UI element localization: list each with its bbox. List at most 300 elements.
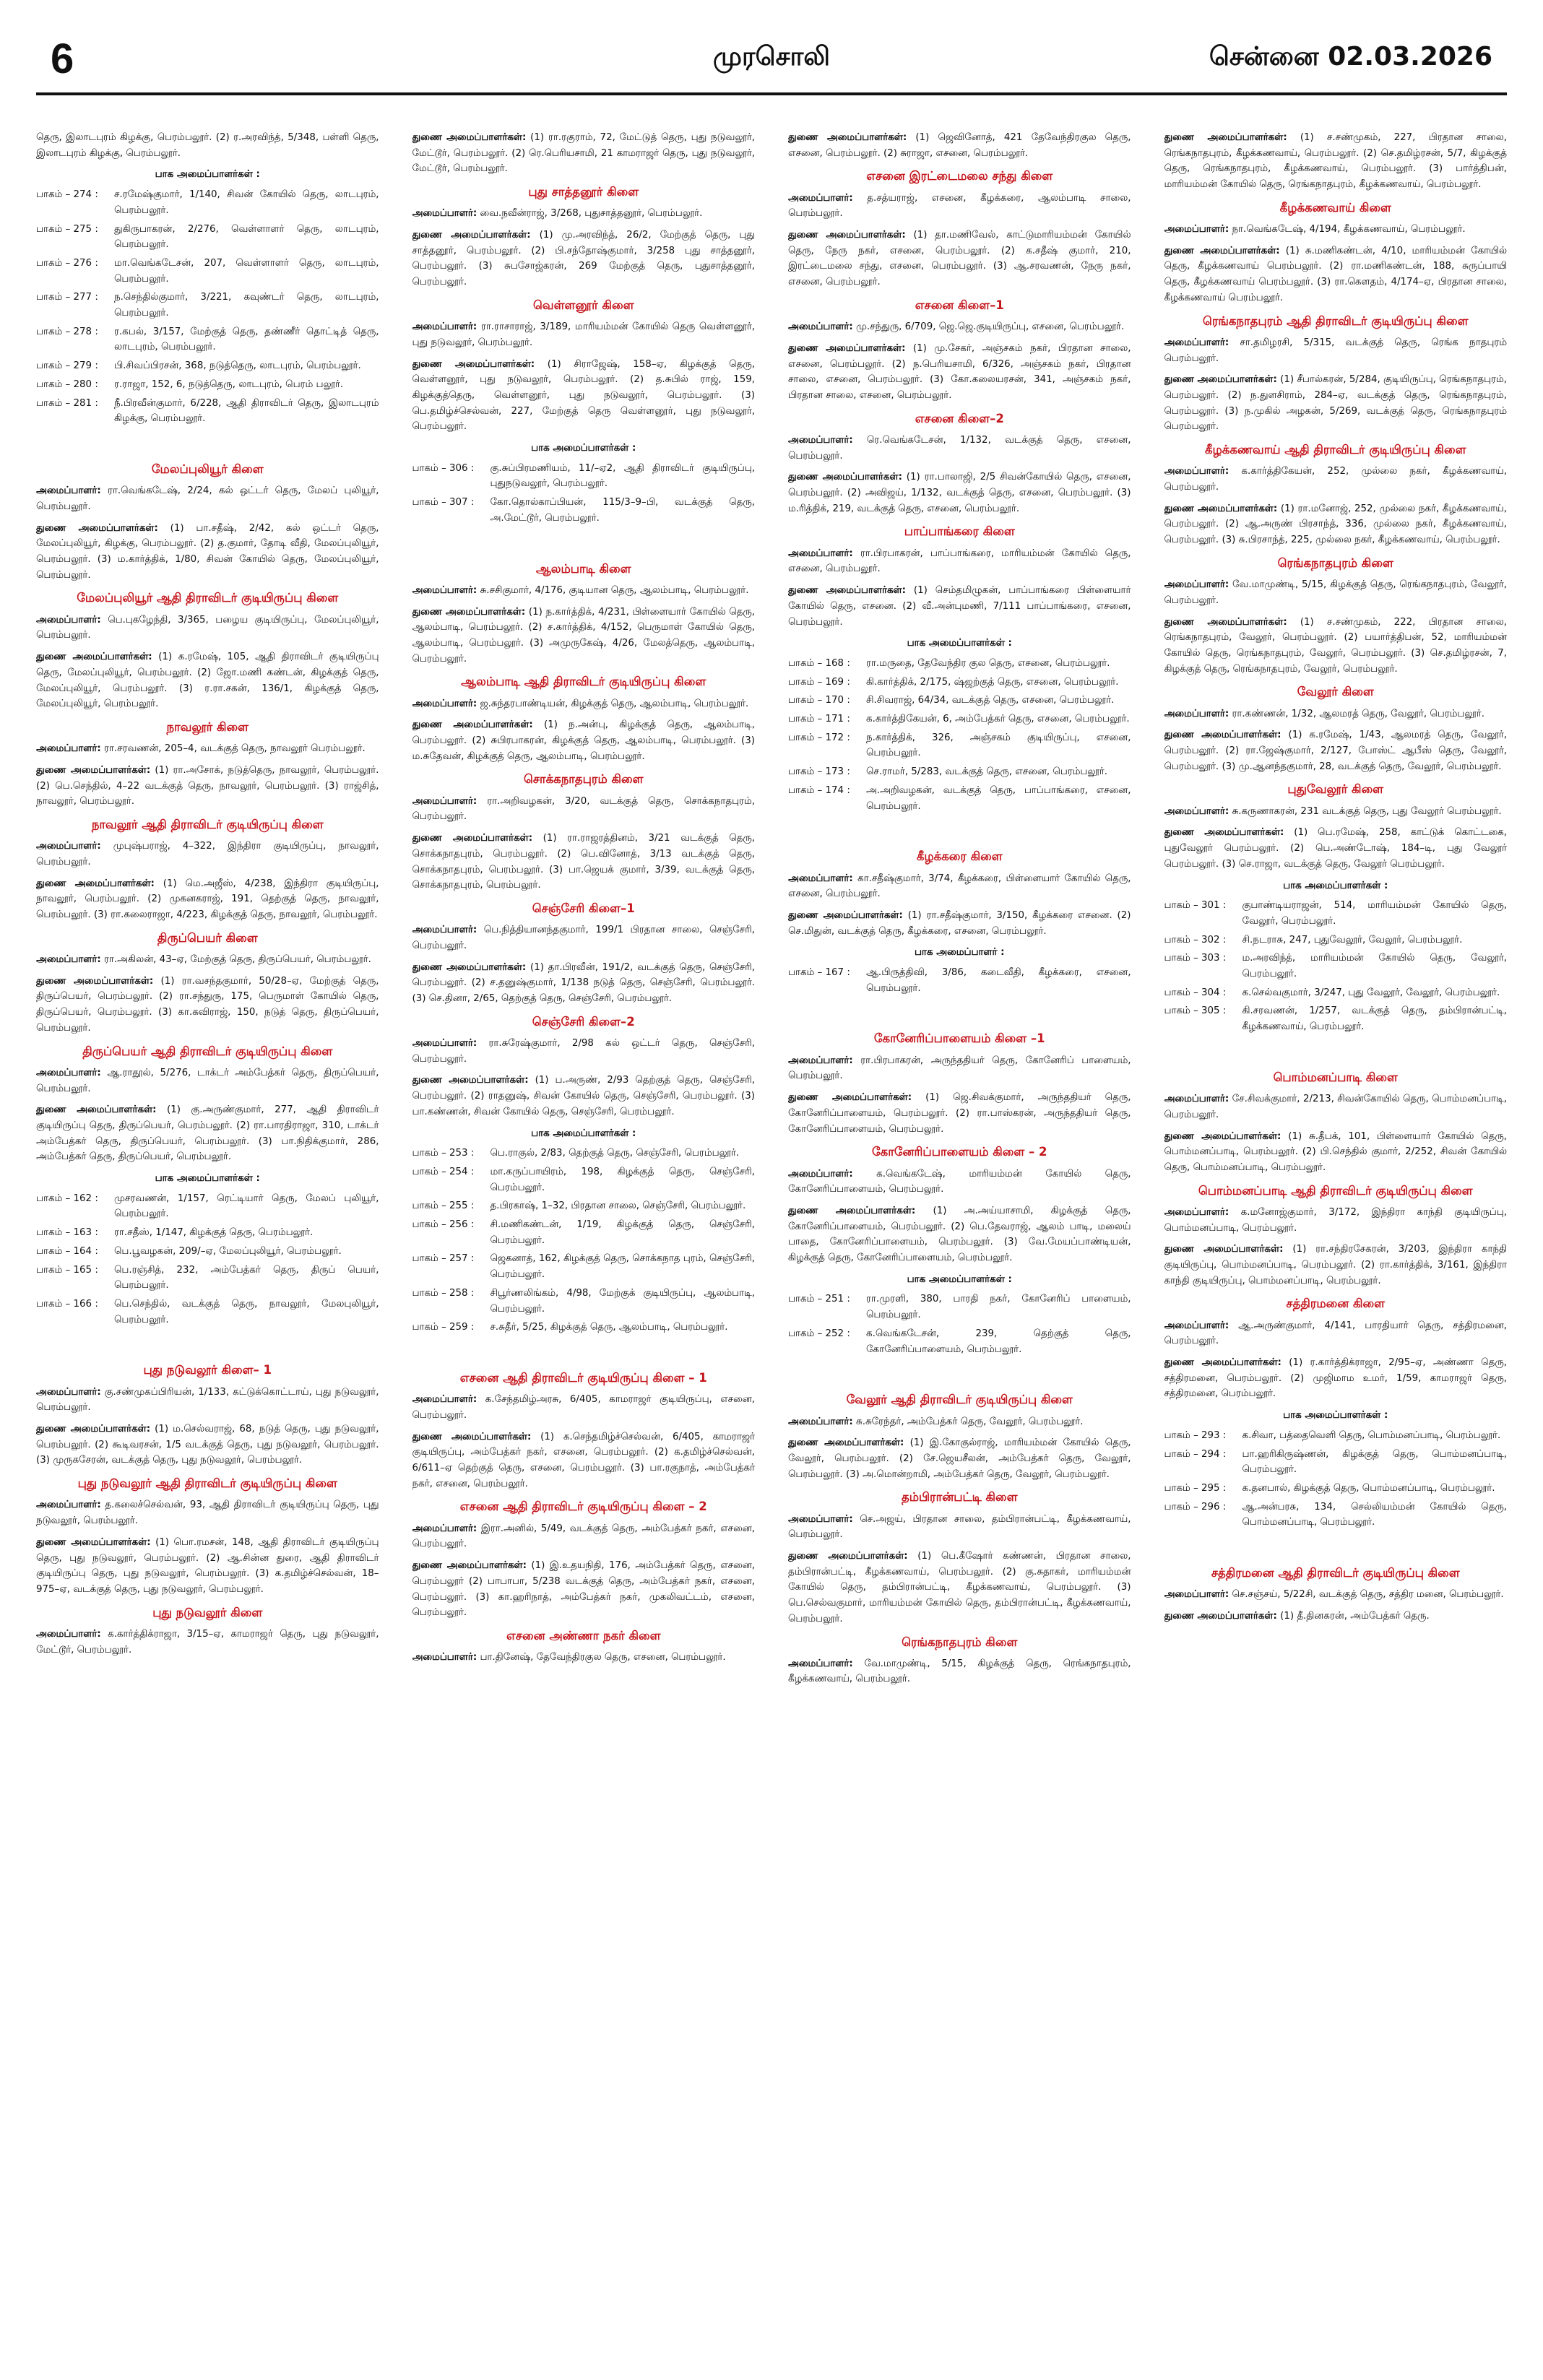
booth-organiser: கி.சரவணன், 1/257, வடக்குத் தெரு, தம்பிரான்பட்டி, கீழக்கணவாய், பெரம்பலூர். (1242, 1005, 1507, 1033)
role-label: அமைப்பாளர்: (36, 1386, 101, 1398)
booth-entry (1164, 932, 1508, 948)
booth-organiser: பெ.செந்தில், வடக்குத் தெரு, நாவலூர், மேலபுலியூர், பெரம்பலூர். (114, 1298, 379, 1325)
role-label: அமைப்பாளர்: (788, 1416, 853, 1427)
organiser-entry (1164, 372, 1508, 435)
organiser-entry (36, 649, 379, 712)
booth-entry (36, 358, 379, 374)
booth-entry (788, 730, 1131, 761)
booth-organiser: பி.சிவப்பிரசன், 368, நடுத்தெரு, லாடபுரம், பெரம்பலூர். (114, 360, 361, 372)
branch-heading: கீழக்கரை கிளை (916, 849, 1003, 864)
booth-organiser: ந.செந்தில்குமார், 3/221, கவுண்டர் தெரு, லாடபுரம், பெரம்பலூர். (114, 292, 379, 319)
booth-entry (788, 675, 1131, 691)
entry-text: (1) பொ.ரமசன், 148, ஆதி திராவிடர் குடியிருப்பு தெரு, புது நடுவலூர், பெரம்பலூர். (2) ஆ.சின்ன துரை, ஆதி திராவிடர் குடியிருப்பு தெரு, புது நடுவலூர், பெரம்பலூர். (3) க.தமிழ்ச்செல்வன், 18–975–ஏ, வடக்குத் தெரு, புது நடுவலூர், பெரம்பலூர். (36, 1536, 379, 1595)
branch-heading: கீழக்கணவாய் ஆதி திராவிடர் குடியிருப்பு கிளை (1204, 443, 1466, 457)
role-label: துணை அமைப்பாளர்கள்: (36, 1536, 151, 1548)
role-label: துணை அமைப்பாளர்கள்: (36, 522, 158, 534)
branch-heading: வேலூர் ஆதி திராவிடர் குடியிருப்பு கிளை (846, 1393, 1073, 1407)
role-label: அமைப்பாளர்: (412, 1523, 477, 1534)
role-label: அமைப்பாளர்: (36, 743, 101, 755)
role-label: அமைப்பாளர்: (788, 321, 853, 333)
organiser-entry (1164, 1242, 1508, 1289)
organiser-entry (36, 1385, 379, 1416)
role-label: துணை அமைப்பாளர்கள்: (412, 1560, 527, 1572)
column-3 (788, 130, 1131, 2366)
booth-entry (1164, 1428, 1508, 1444)
organiser-entry (36, 741, 379, 757)
booth-entry (412, 1286, 756, 1317)
booth-number: பாகம் – 253 : (412, 1148, 475, 1159)
booth-entry (36, 1225, 379, 1241)
booth-organiser: க.வெங்கடேசன், 239, தெற்குத் தெரு, கோனேரிப்பாளையம், பெரம்பலூர். (866, 1328, 1131, 1355)
role-label: அமைப்பாளர்: (412, 584, 477, 596)
role-label: துணை அமைப்பாளர்கள்: (1164, 245, 1280, 256)
branch-heading: புது நடுவலூர் கிளை (152, 1605, 263, 1619)
booth-organiser: ரா.மருதை, தேவேந்திர குல தெரு, எசனை, பெரம்பலூர். (866, 657, 1110, 669)
booth-organiser: ர.ராஜா, 152, 6, நடுத்தெரு, லாடபுரம், பெரம் பலூர். (114, 378, 344, 390)
role-label: துணை அமைப்பாளர்கள்: (412, 833, 533, 844)
organiser-entry (36, 839, 379, 870)
role-label: அமைப்பாளர்: (788, 434, 853, 446)
booth-entry (788, 1291, 1131, 1323)
role-label: அமைப்பாளர்: (1164, 805, 1229, 817)
booth-organiser: ஆ.பிருத்திவி, 3/86, கடைவீதி, கீழக்கரை, எசனை, பெரம்பலூர். (866, 967, 1131, 994)
entry-text: (1) தா.மணிவேல், காட்டுமாரியம்மன் கோயில் தெரு, நேரு நகர், எசனை, பெரம்பலூர். (2) க.சதீஷ் குமார், 210, இரட்டைமலை சந்து, எசனை, பெரம்பலூர். (3) ஆ.சரவணன், நேரு நகர், எசனை, பெரம்பலூர். (788, 230, 1131, 288)
branch-heading: கோனேரிப்பாளையம் கிளை –1 (873, 1031, 1045, 1046)
branch-heading: திருப்பெயர் ஆதி திராவிடர் குடியிருப்பு கிளை (82, 1044, 333, 1058)
entry-text: வை.நவீன்ராஜ், 3/268, புதுசாத்தனூர், பெரம்பலூர். (480, 208, 703, 220)
booth-entry (1164, 1447, 1508, 1478)
branch-heading: சத்திரமனை ஆதி திராவிடர் குடியிருப்பு கிளை (1211, 1566, 1460, 1580)
organiser-entry (1164, 706, 1508, 722)
role-label: அமைப்பாளர்: (412, 321, 477, 333)
booth-entry (36, 1244, 379, 1260)
booth-entry (36, 290, 379, 321)
branch-heading: மேலப்புலியூர் ஆதி திராவிடர் குடியிருப்பு கிளை (77, 591, 339, 605)
organiser-entry (1164, 243, 1508, 306)
booth-organiser: க.தனபால், கிழக்குத் தெரு, பொம்மனப்பாடி, பெரம்பலூர். (1242, 1482, 1495, 1494)
branch-heading: பொம்மனப்பாடி கிளை (1273, 1070, 1398, 1084)
columns (36, 130, 1507, 2366)
organiser-entry (412, 1650, 756, 1666)
booth-organiser: ந.கார்த்திக், 326, அஞ்சகம் குடியிருப்பு, எசனை, பெரம்பலூர். (866, 732, 1131, 759)
entry-text: பெ.புகழேந்தி, 3/365, பழைய குடியிருப்பு, மேலப்புலியூர், பெரம்பலூர். (36, 614, 379, 641)
organiser-entry (412, 1521, 756, 1552)
entry-text: (1) செம்தமிழுகன், பாப்பாங்கரை பிள்ளையார் கோயில் தெரு, எசனை. (2) வீ.அன்புமணி, 7/111 பாப்பாங்கரை, எசனை, பெரம்பலூர். (788, 585, 1131, 628)
entry-text: (1) சிராஜேஷ், 158–ஏ, கிழக்குத் தெரு, வெள்ளனூர், புது நடுவலூர், பெரம்பலூர். (2) த.சுபில் ராஜ், 159, கிழக்குத்தெரு, வெள்ளனூர், புது நடுவலூர், பெரம்பலூர். (3) பெ.தமிழ்ச்செல்வன், 227, மேற்குத் தெரு வெள்ளனூர், புது நடுவலூர், பெரம்பலூர். (412, 358, 755, 433)
role-label: அமைப்பாளர்: (36, 954, 101, 966)
role-label: அமைப்பாளர்: (788, 1055, 853, 1066)
booth-number: பாகம் – 164 : (36, 1245, 98, 1257)
booth-organiser: அ.அறிவழகன், வடக்குத் தெரு, பாப்பாங்கரை, எசனை, பெரம்பலூர். (866, 784, 1131, 812)
entry-text: வே.மாமுண்டி, 5/15, கிழக்குத் தெரு, ரெங்கநாதபுரம், கீழக்கணவாய், பெரம்பலூர். (788, 1658, 1131, 1685)
booth-entry (412, 1198, 756, 1214)
role-label: அமைப்பாளர்: (36, 1067, 101, 1078)
branch-heading: நாவலூர் ஆதி திராவிடர் குடியிருப்பு கிளை (91, 818, 324, 831)
organiser-entry (36, 1535, 379, 1598)
entry-text: (1) ரா.வசந்தகுமார், 50/28–ஏ, மேற்குத் தெரு, திருப்பெயர், பெரம்பலூர். (2) ரா.சந்துரு, 175, பெருமாள் கோயில் தெரு, திருப்பெயர், பெரம்பலூர். (3) கா.கவிராஜ், 150, நடுத் தெரு, திருப்பெயர், பெரம்பலூர். (36, 975, 379, 1034)
booth-number: பாகம் – 252 : (788, 1328, 850, 1339)
booth-entry (36, 1191, 379, 1222)
role-label: அமைப்பாளர்: (1164, 1206, 1229, 1218)
booth-number: பாகம் – 295 : (1164, 1482, 1227, 1494)
branch-heading: ஆலம்பாடி ஆதி திராவிடர் குடியிருப்பு கிளை (461, 675, 706, 689)
booth-entry (788, 965, 1131, 996)
role-label: துணை அமைப்பாளர்கள்: (788, 585, 906, 597)
booth-entry (1164, 898, 1508, 929)
entry-text: (1) ரா.பாலாஜி, 2/5 சிவன்கோயில் தெரு, எசனை, பெரம்பலூர். (2) அவிஜய், 1/132, வடக்குத் தெரு, எசனை, பெரம்பலூர். (3) ம.ரித்திக், 219, வடக்குத் தெரு, எசனை, பெரம்பலூர். (788, 472, 1131, 514)
booth-number: பாகம் – 277 : (36, 292, 98, 303)
booth-organiser: நீ.பிரவீன்குமார், 6/228, ஆதி திராவிடர் தெரு, இலாடபுரம் கிழக்கு, பெரம்பலூர். (114, 397, 379, 425)
entry-text: (1) மெ.அஜீஸ், 4/238, இந்திரா குடியிருப்பு, நாவலூர், பெரம்பலூர். (2) முகனகராஜ், 191, தெற்குத் தெரு, நாவலூர், பெரம்பலூர். (3) ரா.கலைராஜா, 4/223, கிழக்குத் தெரு, நாவலூர், பெரம்பலூர். (36, 878, 379, 921)
booth-entry (1164, 985, 1508, 1001)
entry-text: (1) க.செந்தமிழ்ச்செல்வன், 6/405, காமராஜர் குடியிருப்பு, அம்பேத்கர் நகர், எசனை, பெரம்பலூர். (2) க.தமிழ்ச்செல்வன், 6/611–ஏ தெற்குத் தெரு, எசனை, பெரம்பலூர். (3) பா.ரகுநாத், அம்பேத்கர் நகர், எசனை, பெரம்பலூர். (412, 1431, 755, 1489)
branch-heading: திருப்பெயர் கிளை (157, 930, 258, 945)
organiser-entry (788, 1053, 1131, 1084)
entry-text: (1) இ.கோகுல்ராஜ், மாரியம்மன் கோயில் தெரு, வேலூர், பெரம்பலூர். (2) சே.ஜெயசீலன், அம்பேத்கர் தெரு, வேலூர், பெரம்பலூர். (3) அ.மொன்றாமி, அம்பேத்கர் தெரு, வேலூர், பெரம்பலூர். (788, 1437, 1131, 1480)
entry-text: தெரு, இலாடபுரம் கிழக்கு, பெரம்பலூர். (2) ர.அரவிந்த், 5/348, பள்ளி தெரு, இலாடபுரம் கிழக்கு, பெரம்பலூர். (36, 132, 379, 159)
branch-heading: எசனை அண்ணா நகர் கிளை (506, 1628, 661, 1643)
booth-entry (36, 256, 379, 287)
role-label: துணை அமைப்பாளர்கள்: (36, 764, 151, 776)
entry-text: (1) ர.கார்த்திக்ராஜா, 2/95–ஏ, அண்ணா தெரு, சத்திரமனை, பெரம்பலூர். (2) முஜிமாம உமர், 1/59, காமராஜர் தெரு, சத்திரமனை, பெரம்பலூர். (1164, 1357, 1507, 1400)
booth-organiser: மா.வெங்கடேசன், 207, வெள்ளாளர் தெரு, லாடபுரம், பெரம்பலூர். (114, 257, 379, 285)
branch-heading: புது நடுவலூர் ஆதி திராவிடர் குடியிருப்பு கிளை (77, 1476, 337, 1491)
role-label: அமைப்பாளர்: (788, 1658, 853, 1669)
column-4 (1164, 130, 1508, 2366)
entry-text: (1) ரா.சதீஷ்குமார், 3/150, கீழக்கரை எசனை. (2) செ.மிதுன், வடக்குத் தெரு, கீழக்கரை, எசனை, பெரம்பலூர். (788, 909, 1131, 937)
branch-heading: புதுவேலூர் கிளை (1287, 782, 1384, 797)
role-label: அமைப்பாளர்: (788, 1513, 853, 1525)
role-label: துணை அமைப்பாளர்கள்: (36, 1424, 151, 1435)
role-label: துணை அமைப்பாளர்கள்: (412, 1431, 532, 1442)
entry-text: இரா.அனில், 5/49, வடக்குத் தெரு, அம்பேத்கர் நகர், எசனை, பெரம்பலூர். (412, 1523, 755, 1550)
booth-number: பாகம் – 165 : (36, 1264, 98, 1276)
role-label: துணை அமைப்பாளர்கள்: (36, 975, 154, 987)
booth-organiser: ச.சுதீர், 5/25, கிழக்குத் தெரு, ஆலம்பாடி, பெரம்பலூர். (490, 1322, 728, 1333)
organiser-entry (1164, 130, 1508, 193)
booth-number: பாகம் – 296 : (1164, 1501, 1227, 1513)
branch-heading: புது சாத்தனூர் கிளை (528, 185, 639, 199)
role-label: துணை அமைப்பாளர்கள்: (1164, 1130, 1281, 1142)
organiser-entry (412, 605, 756, 667)
organiser-entry (36, 1627, 379, 1658)
entry-text: (1) தீ.தினகரன், அம்பேத்கர் தெரு. (1280, 1611, 1430, 1622)
organiser-entry (36, 1065, 379, 1096)
organiser-entry (412, 319, 756, 350)
role-label: அமைப்பாளர்: (412, 1652, 477, 1663)
entry-text: க.கார்த்திகேயன், 252, முல்லை நகர், கீழக்கணவாய், பெரம்பலூர். (1164, 466, 1507, 493)
entry-text: (1) மு.சேகர், அஞ்சகம் நகர், பிரதான சாலை, எசனை, பெரம்பலூர். (2) ந.பெரியசாமி, 6/326, அஞ்சகம் நகர், பிரதான சாலை, எசனை, பெரம்பலூர். (3) கோ.கலையரசன், 341, அஞ்சகம் நகர், பிரதான சாலை, எசனை, பெரம்பலூர். (788, 342, 1131, 401)
organiser-entry (788, 469, 1131, 516)
role-label: துணை அமைப்பாளர்கள்: (1164, 730, 1281, 741)
organiser-entry (1164, 501, 1508, 548)
booth-number: பாகம் – 258 : (412, 1287, 475, 1299)
entry-text: செ.அஜய், பிரதான சாலை, தம்பிரான்பட்டி, கீழக்கணவாய், பெரம்பலூர். (788, 1513, 1131, 1541)
section-subheading: பாக அமைப்பாளர்கள் : (531, 443, 636, 454)
booth-entry (412, 1251, 756, 1282)
role-label: அமைப்பாளர்: (36, 485, 101, 497)
booth-number: பாகம் – 306 : (412, 462, 475, 474)
organiser-entry (788, 908, 1131, 939)
booth-organiser: ம.அரவிந்த், மாரியம்மன் கோயில் தெரு, வேலூர், பெரம்பலூர். (1242, 953, 1507, 980)
role-label: அமைப்பாளர்: (1164, 1320, 1229, 1331)
entry-text: ரெ.வெங்கடேசன், 1/132, வடக்குத் தெரு, எசனை, பெரம்பலூர். (788, 434, 1131, 462)
role-label: துணை அமைப்பாளர்கள்: (1164, 616, 1287, 628)
booth-entry (788, 656, 1131, 672)
role-label: துணை அமைப்பாளர்கள்: (788, 1205, 916, 1216)
organiser-entry (412, 696, 756, 712)
role-label: துணை அமைப்பாளர்கள்: (1164, 503, 1278, 514)
entry-text: ரா.பிரபாகரன், அருந்ததியர் தெரு, கோனேரிப் பாளையம், பெரம்பலூர். (788, 1055, 1131, 1082)
role-label: அமைப்பாளர்: (1164, 579, 1229, 591)
booth-number: பாகம் – 307 : (412, 497, 475, 509)
entry-text: த.சத்யராஜ், எசனை, கீழக்கரை, ஆலம்பாடி சாலை, பெரம்பலூர். (788, 192, 1131, 220)
booth-organiser: க.கார்த்திகேயன், 6, அம்பேத்கர் தெரு, எசனை, பெரம்பலூர். (866, 714, 1130, 725)
entry-text: (1) பெ.கீஷோர் கண்ணன், பிரதான சாலை, தம்பிரான்பட்டி, கீழக்கணவாய், பெரம்பலூர். (2) கு.சுதாகர், மாரியம்மன் கோயில் தெரு, தம்பிரான்பட்டி, கீழக்கணவாய், பெரம்பலூர். (3) பெ.செல்வகுமார், மாரியம்மன் கோயில் தெரு, தம்பிரான்பட்டி, கீழக்கணவாய், பெரம்பலூர். (788, 1550, 1131, 1624)
role-label: அமைப்பாளர்: (412, 698, 477, 709)
entry-text: (1) ந.கார்த்திக், 4/231, பிள்ளையார் கோயில் தெரு, ஆலம்பாடி, பெரம்பலூர். (2) ச.கார்த்திக், 4/152, பெருமாள் கோயில் தெரு, ஆலம்பாடி, பெரம்பலூர். (3) அமுருகேஷ், 4/26, மேலத்தெரு, ஆலம்பாடி, பெரம்பலூர். (412, 606, 755, 665)
booth-entry (788, 783, 1131, 814)
booth-organiser: குபாண்டியராஜன், 514, மாரியம்மன் கோயில் தெரு, வேலூர், பெரம்பலூர். (1242, 900, 1507, 927)
booth-number: பாகம் – 162 : (36, 1193, 98, 1204)
booth-entry (412, 495, 756, 526)
organiser-entry (1164, 1609, 1508, 1624)
entry-text: (1) க.ரமேஷ், 105, ஆதி திராவிடர் குடியிருப்பு தெரு, மேலப்புலியூர், பெரம்பலூர். (2) ஜோ.மணி கண்டன், கிழக்குத் தெரு, மேலப்புலியூர், பெரம்பலூர். (3) ர.ரா.சகன், 136/1, கிழக்குத் தெரு, மேலப்புலியூர், பெரம்பலூர். (36, 652, 379, 710)
role-label: துணை அமைப்பாளர்கள்: (36, 878, 155, 889)
section-subheading: பாக அமைப்பாளர்கள் : (155, 1173, 260, 1185)
booth-entry (36, 1297, 379, 1328)
role-label: அமைப்பாளர்: (1164, 466, 1229, 477)
booth-organiser: ர.கபல், 3/157, மேற்குத் தெரு, தண்ணீர் தொட்டித் தெரு, லாடபுரம், பெரம்பலூர். (114, 326, 379, 353)
role-label: துணை அமைப்பாளர்கள்: (1164, 374, 1277, 386)
booth-number: பாகம் – 280 : (36, 378, 98, 390)
booth-entry (412, 1320, 756, 1336)
role-label: துணை அமைப்பாளர்கள்: (1164, 1611, 1277, 1622)
entry-text: மு.சந்துரு, 6/709, ஜெ.ஜெ.குடியிருப்பு, எசனை, பெரம்பலூர். (855, 321, 1125, 333)
branch-heading: எசனை கிளை–1 (915, 298, 1004, 312)
organiser-entry (788, 1512, 1131, 1543)
booth-organiser: ஜெகனாத், 162, கிழக்குத் தெரு, சொக்கநாத புரம், செஞ்சேரி, பெரம்பலூர். (490, 1253, 755, 1281)
entry-text: (1) மு.அரவிந்த், 26/2, மேற்குத் தெரு, புது சாத்தனூர், பெரம்பலூர். (2) பி.சந்தோஷ்குமார், 3/258 புது சாத்தனூர், பெரம்பலூர். (3) சுபசோஜ்கரன், 269 மேற்குத் தெரு, புதுசாத்தனூர், பெரம்பலூர். (412, 230, 755, 288)
organiser-entry (36, 1497, 379, 1528)
role-label: அமைப்பாளர்: (412, 925, 477, 936)
booth-organiser: சி.மணிகண்டன், 1/19, கிழக்குத் தெரு, செஞ்சேரி, பெரம்பலூர். (490, 1219, 755, 1246)
column-1 (36, 130, 379, 2366)
entry-text: த.கலைச்செல்வன், 93, ஆதி திராவிடர் குடியிருப்பு தெரு, புது நடுவலூர், பெரம்பலூர். (36, 1500, 379, 1527)
entry-text: சா.தமிழரசி, 5/315, வடக்குத் தெரு, ரெங்க நாதபுரம் பெரம்பலூர். (1164, 337, 1507, 364)
entry-text: ரா.சரவணன், 205–4, வடக்குத் தெரு, நாவலூர் பெரம்பலூர். (103, 743, 366, 755)
booth-entry (1164, 1500, 1508, 1531)
entry-text: ரா.கண்ணன், 1/32, ஆலமரத் தெரு, வேலூர், பெரம்பலூர். (1232, 708, 1485, 719)
entry-text: க.சேந்தமிழ்அரசு, 6/405, காமராஜர் குடியிருப்பு, எசனை, பெரம்பலூர். (412, 1394, 755, 1421)
booth-entry (36, 187, 379, 218)
role-label: துணை அமைப்பாளர்கள்: (1164, 1357, 1281, 1369)
booth-number: பாகம் – 303 : (1164, 953, 1227, 964)
organiser-entry (412, 1073, 756, 1120)
organiser-entry (1164, 1129, 1508, 1176)
booth-number: பாகம் – 301 : (1164, 900, 1227, 912)
organiser-entry (1164, 1091, 1508, 1122)
role-label: துணை அமைப்பாளர்கள்: (788, 909, 903, 921)
booth-number: பாகம் – 256 : (412, 1219, 475, 1231)
booth-number: பாகம் – 257 : (412, 1253, 475, 1265)
booth-number: பாகம் – 174 : (788, 784, 850, 796)
entry-text: (1) சு.மணிகண்டன், 4/10, மாரியம்மன் கோயில் தெரு, கீழக்கணவாய் பெரம்பலூர். (2) ரா.மணிகண்டன், 188, சுருப்பாயி தெரு, கீழக்கணவாய் பெரம்பலூர். (3) ரா.கௌதம், 4/174–ஏ, பிரதான சாலை, கீழக்கணவாய் பெரம்பலூர். (1164, 245, 1507, 303)
organiser-entry (36, 763, 379, 810)
entry-text: ரா.அறிவழகன், 3/20, வடக்குத் தெரு, சொக்கநாதபுரம், பெரம்பலூர். (412, 795, 755, 823)
entry-text: ரா.பிரபாகரன், பாப்பாங்கரை, மாரியம்மன் கோயில் தெரு, எசனை, பெரம்பலூர். (788, 548, 1131, 575)
entry-text: (1) தா.பிரவீன், 191/2, வடக்குத் தெரு, செஞ்சேரி, பெரம்பலூர். (2) ச.தனுஷ்குமார், 1/138 நடுத் தெரு, செஞ்சேரி, பெரம்பலூர். (3) செ.தினா, 2/65, தெற்குத் தெரு, செஞ்சேரி, பெரம்பலூர். (412, 961, 755, 1005)
organiser-entry (1164, 1318, 1508, 1349)
entry-text: சு.சசிகுமார், 4/176, குடியான தெரு, ஆலம்பாடி, பெரம்பலூர். (480, 584, 749, 596)
role-label: துணை அமைப்பாளர்கள்: (36, 1104, 157, 1116)
booth-organiser: கோ.தொல்காப்பியன், 115/3–9–பி, வடக்குத் தெரு, அ.மேட்டூர், பெரம்பலூர். (490, 497, 755, 524)
role-label: துணை அமைப்பாளர்கள்: (1164, 132, 1287, 143)
role-label: அமைப்பாளர்: (788, 873, 853, 884)
booth-number: பாகம் – 293 : (1164, 1429, 1227, 1441)
booth-number: பாகம் – 173 : (788, 766, 850, 778)
organiser-entry (788, 1435, 1131, 1482)
organiser-entry (412, 794, 756, 825)
entry-text: ஆ.ராதூல், 5/276, டாக்டர் அம்பேத்கர் தெரு, திருப்பெயர், பெரம்பலூர். (36, 1067, 379, 1094)
column-2 (412, 130, 756, 2366)
organiser-entry (1164, 1355, 1508, 1402)
role-label: அமைப்பாளர்: (36, 1628, 101, 1640)
organiser-entry (36, 1421, 379, 1468)
branch-heading: நாவலூர் கிளை (166, 719, 249, 734)
entry-text: ரா.ராசாராஜ், 3/189, மாரியம்மன் கோயில் தெரு வெள்ளனூர், புது நடுவலூர், பெரம்பலூர். (412, 321, 755, 348)
masthead-rule (36, 92, 1507, 95)
booth-entry (1164, 1481, 1508, 1497)
organiser-entry (1164, 222, 1508, 238)
booth-number: பாகம் – 171 : (788, 714, 850, 725)
role-label: அமைப்பாளர்: (36, 614, 101, 626)
entry-text: (1) ச.சண்முகம், 227, பிரதான சாலை, ரெங்கநாதபுரம், கீழக்கணவாய், பெரம்பலூர். (2) செ.தமிழ்ரசன், 5/7, கிழக்குத் தெரு, ரெங்கநாதபுரம், கீழக்கணவாய், பெரம்பலூர். (3) பார்த்திபன், மாரியம்மன் கோயில் தெரு, ரெங்கநாதபுரம், கீழக்கணவாய், பெரம்பலூர். (1164, 132, 1507, 191)
entry-text: கு.சண்முகப்பிரியன், 1/133, கட்டுக்கொட்டாய், புது நடுவலூர், பெரம்பலூர். (36, 1386, 379, 1414)
organiser-entry (788, 319, 1131, 335)
branch-heading: செஞ்சேரி கிளை–2 (532, 1014, 635, 1029)
organiser-entry (412, 922, 756, 953)
booth-entry (412, 1146, 756, 1161)
branch-heading: ஆலம்பாடி கிளை (535, 561, 631, 576)
role-label: துணை அமைப்பாளர்கள்: (412, 961, 527, 973)
booth-number: பாகம் – 170 : (788, 695, 850, 706)
booth-entry (36, 1263, 379, 1294)
role-label: அமைப்பாளர்: (788, 192, 853, 204)
booth-organiser: க.செல்வகுமார், 3/247, புது வேலூர், வேலூர், பெரம்பலூர். (1242, 987, 1500, 998)
booth-entry (788, 711, 1131, 727)
branch-heading: செஞ்சேரி கிளை–1 (532, 901, 635, 915)
role-label: துணை அமைப்பாளர்கள்: (788, 472, 902, 483)
role-label: துணை அமைப்பாளர்கள்: (788, 132, 907, 143)
organiser-entry (412, 583, 756, 599)
booth-organiser: சி.சிவராஜ், 64/34, வடக்குத் தெரு, எசனை, பெரம்பலூர். (866, 695, 1115, 706)
organiser-entry (36, 130, 379, 161)
booth-number: பாகம் – 302 : (1164, 934, 1227, 945)
organiser-entry (788, 871, 1131, 902)
role-label: துணை அமைப்பாளர்கள்: (788, 1437, 904, 1449)
role-label: அமைப்பாளர்: (36, 1500, 101, 1511)
branch-heading: கோனேரிப்பாளையம் கிளை – 2 (871, 1145, 1047, 1159)
branch-heading: பாப்பாங்கரை கிளை (904, 524, 1015, 539)
organiser-entry (788, 1203, 1131, 1266)
entry-text: ரா.வெங்கடேஷ், 2/24, கல் ஒட்டர் தெரு, மேலப் புலியூர், பெரம்பலூர். (36, 485, 379, 512)
entry-text: (1) அ.அய்யாசாமி, கிழக்குத் தெரு, கோனேரிப்பாளையம், பெரம்பலூர். (2) பெ.தேவராஜ், ஆலம் பாடி, மலைய் பாதை, கோனேரிப்பாளையம், பெரம்பலூர். (3) வே.மேயப்பாண்டியன், கிழக்குத் தெரு, கோனேரிப்பாளையம், பெரம்பலூர். (788, 1205, 1131, 1264)
booth-organiser: க.சிவா, பத்தைவெளி தெரு, பொம்மனப்பாடி, பெரம்பலூர். (1242, 1429, 1501, 1441)
organiser-entry (36, 613, 379, 644)
branch-heading: எசனை ஆதி திராவிடர் குடியிருப்பு கிளை – 2 (459, 1500, 707, 1514)
role-label: துணை அமைப்பாளர்கள்: (788, 1092, 912, 1104)
role-label: துணை அமைப்பாளர்கள்: (788, 230, 906, 241)
role-label: துணை அமைப்பாளர்கள்: (1164, 1244, 1284, 1255)
role-label: துணை அமைப்பாளர்கள்: (788, 1550, 908, 1562)
role-label: துணை அமைப்பாளர்கள்: (1164, 827, 1284, 839)
booth-organiser: பெ.ராகுல், 2/83, தெற்குத் தெரு, செஞ்சேரி, பெரம்பலூர். (490, 1148, 740, 1159)
booth-entry (788, 693, 1131, 709)
entry-text: (1) ரா.ரகுராம், 72, மேட்டுத் தெரு, புது நடுவலூர், மேட்டூர், பெரம்பலூர். (2) ரெ.பெரியசாமி, 21 காமராஜர் தெரு, புது நடுவலூர், மேட்டூர், பெரம்பலூர். (412, 132, 755, 175)
organiser-entry (412, 717, 756, 764)
role-label: அமைப்பாளர்: (1164, 337, 1229, 348)
role-label: அமைப்பாளர்: (1164, 1589, 1229, 1601)
booth-number: பாகம் – 294 : (1164, 1448, 1227, 1460)
organiser-entry (788, 1414, 1131, 1430)
role-label: அமைப்பாளர்: (412, 1394, 477, 1406)
entry-text: வே.மாமுண்டி, 5/15, கிழக்குத் தெரு, ரெங்கநாதபுரம், வேலூர், பெரம்பலூர். (1164, 579, 1507, 606)
organiser-entry (412, 1036, 756, 1067)
booth-number: பாகம் – 254 : (412, 1166, 475, 1177)
organiser-entry (1164, 804, 1508, 820)
page-number: 6 (51, 35, 74, 82)
section-subheading: பாக அமைப்பாளர்கள் : (907, 1273, 1012, 1285)
booth-number: பாகம் – 305 : (1164, 1005, 1227, 1017)
booth-organiser: துகிருபாகரன், 2/276, வெள்ளாளர் தெரு, லாடபுரம், பெரம்பலூர். (114, 223, 379, 251)
booth-entry (1164, 951, 1508, 982)
role-label: துணை அமைப்பாளர்கள்: (36, 652, 152, 663)
booth-organiser: கு.சுப்பிரமணியம், 11/–ஏ2, ஆதி திராவிடர் குடியிருப்பு, புதுநடுவலூர், பெரம்பலூர். (490, 462, 755, 490)
role-label: அமைப்பாளர்: (412, 795, 477, 807)
booth-organiser: பெ.பூவழகன், 209/–ஏ, மேலப்புலியூர், பெரம்பலூர். (114, 1245, 342, 1257)
organiser-entry (36, 952, 379, 968)
entry-text: (1) ரா.சந்திரசேகரன், 3/203, இந்திரா காந்தி குடியிருப்பு, பொம்மனப்பாடி, பெரம்பலூர். (2) ரா.கார்த்திக், 3/161, இந்திரா காந்தி குடியிருப்பு, பொம்மனப்பாடி, பெரம்பலூர். (1164, 1244, 1507, 1286)
booth-organiser: ச.ரமேஷ்குமார், 1/140, சிவன் கோயில் தெரு, லாடபுரம், பெரம்பலூர். (114, 189, 379, 216)
booth-entry (788, 1326, 1131, 1357)
booth-organiser: சி.நடராசு, 247, புதுவேலூர், வேலூர், பெரம்பலூர். (1242, 934, 1463, 945)
entry-text: நா.வெங்கடேஷ், 4/194, கீழக்கணவாய், பெரம்பலூர். (1232, 224, 1466, 235)
role-label: துணை அமைப்பாளர்கள்: (412, 719, 533, 731)
branch-heading: எசனை கிளை–2 (915, 411, 1004, 425)
section-subheading: பாக அமைப்பாளர் : (914, 947, 1005, 959)
booth-entry (1164, 1003, 1508, 1034)
branch-heading: வேலூர் கிளை (1297, 685, 1374, 699)
organiser-entry (412, 831, 756, 893)
booth-number: பாகம் – 275 : (36, 223, 98, 235)
booth-organiser: மா.கருப்பாயிரம், 198, கிழக்குத் தெரு, செஞ்சேரி, பெரம்பலூர். (490, 1166, 755, 1193)
organiser-entry (1164, 464, 1508, 495)
entry-text: ஜ.சுந்தரபாண்டியன், கிழக்குத் தெரு, ஆலம்பாடி, பெரம்பலூர். (480, 698, 749, 709)
booth-entry (36, 222, 379, 253)
entry-text: (1) சீபால்கரன், 5/284, குடியிருப்பு, ரெங்கநாதபுரம், பெரம்பலூர். (2) ந.துளசிராம், 284–ஏ, வடக்குத் தெரு, ரெங்கநாதபுரம், பெரம்பலூர். (3) ந.முகில் அழகன், 5/269, வடக்குத் தெரு, ரெங்கநாதபுரம் பெரம்பலூர். (1164, 374, 1507, 433)
booth-organiser: ஆ.அன்பரசு, 134, செல்லியம்மன் கோயில் தெரு, பொம்மனப்பாடி, பெரம்பலூர். (1242, 1501, 1507, 1528)
booth-organiser: சிபூர்ணலிங்கம், 4/98, மேற்குக் குடியிருப்பு, ஆலம்பாடி, பெரம்பலூர். (490, 1287, 755, 1315)
booth-number: பாகம் – 278 : (36, 326, 98, 337)
booth-organiser: முசரவணன், 1/157, ரெட்டியார் தெரு, மேலப் புலியூர், பெரம்பலூர். (114, 1193, 379, 1220)
booth-entry (412, 1164, 756, 1195)
entry-text: ஆ.அருண்குமார், 4/141, பாரதியார் தெரு, சத்திரமனை, பெரம்பலூர். (1164, 1320, 1507, 1347)
entry-text: க.வெங்கடேஷ், மாரியம்மன் கோயில் தெரு, கோனேரிப்பாளையம், பெரம்பலூர். (788, 1168, 1131, 1195)
booth-entry (788, 764, 1131, 780)
branch-heading: எசனை இரட்டைமலை சந்து கிளை (866, 169, 1053, 183)
organiser-entry (36, 876, 379, 923)
